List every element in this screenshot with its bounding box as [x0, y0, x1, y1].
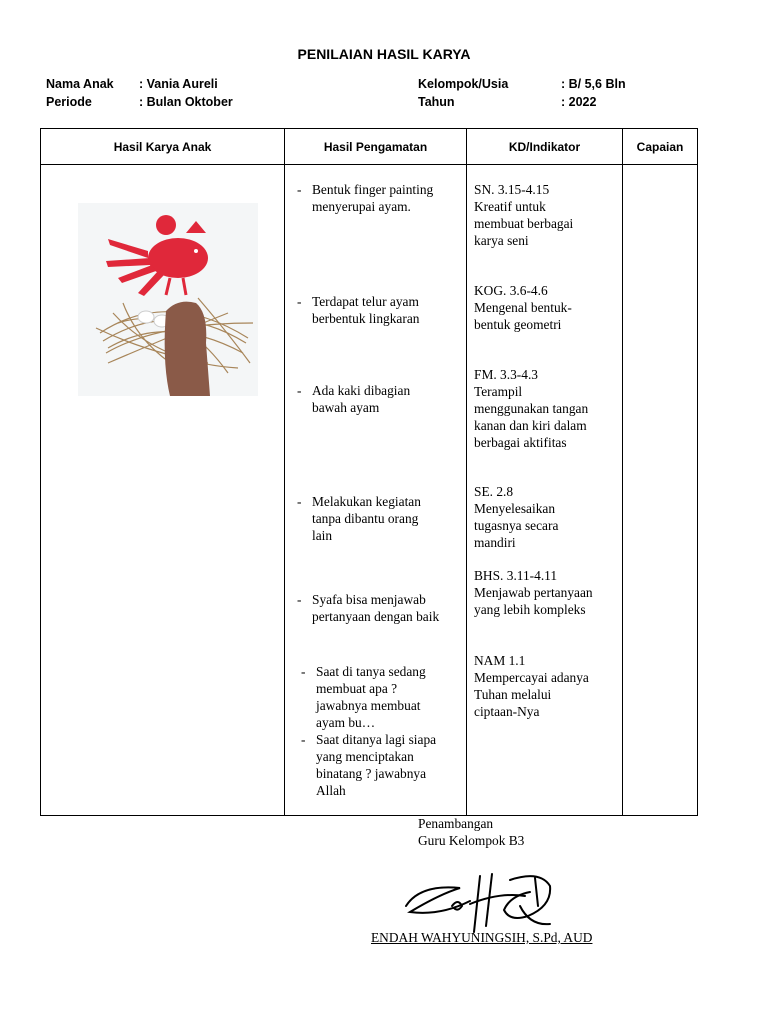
indicator-line: yang lebih kompleks — [474, 602, 586, 617]
year-value: : 2022 — [561, 95, 597, 109]
indicator-line: bentuk geometri — [474, 317, 562, 332]
group-label: Kelompok/Usia — [418, 77, 509, 91]
indicator-line: Tuhan melalui — [474, 687, 552, 702]
col-header-achievement: Capaian — [623, 129, 698, 165]
indicator-item — [474, 483, 614, 551]
observation-item — [297, 493, 467, 544]
observation-item — [297, 591, 467, 625]
bullet-dash: - — [297, 182, 302, 197]
indicator-line: berbagai aktifitas — [474, 435, 567, 450]
observation-line: tanpa dibantu orang — [312, 511, 419, 526]
observation-line: binatang ? jawabnya — [316, 766, 427, 781]
observation-line: Terdapat telur ayam — [312, 294, 419, 309]
bullet-dash: - — [301, 664, 306, 679]
observation-cell — [285, 165, 467, 816]
observation-item — [297, 382, 467, 416]
indicator-line: mandiri — [474, 535, 516, 550]
indicator-item — [474, 567, 614, 618]
bullet-dash: - — [297, 383, 302, 398]
group-value: : B/ 5,6 Bln — [561, 77, 626, 91]
indicator-code: BHS. 3.11-4.11 — [474, 568, 558, 583]
indicator-item — [474, 181, 614, 249]
achievement-cell — [623, 165, 698, 816]
indicator-line: tugasnya secara — [474, 518, 559, 533]
page-title: PENILAIAN HASIL KARYA — [297, 46, 471, 62]
teacher-signature — [400, 866, 560, 938]
observation-item — [301, 731, 471, 799]
teacher-name: ENDAH WAHYUNINGSIH, S.Pd, AUD — [371, 930, 593, 945]
indicator-item — [474, 282, 614, 333]
indicator-cell — [467, 165, 623, 816]
table-body-row — [41, 165, 698, 816]
indicator-line: Mempercayai adanya — [474, 670, 589, 685]
indicator-line: kanan dan kiri dalam — [474, 418, 587, 433]
bullet-dash: - — [297, 294, 302, 309]
observation-line: bawah ayam — [312, 400, 380, 415]
col-header-observation: Hasil Pengamatan — [285, 129, 467, 165]
period-label: Periode — [46, 95, 92, 109]
observation-line: berbentuk lingkaran — [312, 311, 420, 326]
observation-item — [297, 293, 467, 327]
observation-line: ayam bu… — [316, 715, 376, 730]
observation-line: membuat apa ? — [316, 681, 398, 696]
observation-line: Saat ditanya lagi siapa — [316, 732, 437, 747]
indicator-line: Mengenal bentuk- — [474, 300, 572, 315]
indicator-code: KOG. 3.6-4.6 — [474, 283, 548, 298]
year-label: Tahun — [418, 95, 455, 109]
observation-line: menyerupai ayam. — [312, 199, 411, 214]
observation-line: Melakukan kegiatan — [312, 494, 421, 509]
name-value: : Vania Aureli — [139, 77, 218, 91]
name-label: Nama Anak — [46, 77, 114, 91]
observation-item — [297, 181, 467, 215]
indicator-code: SN. 3.15-4.15 — [474, 182, 550, 197]
indicator-line: menggunakan tangan — [474, 401, 589, 416]
col-header-artwork: Hasil Karya Anak — [41, 129, 285, 165]
indicator-line: Menjawab pertanyaan — [474, 585, 593, 600]
indicator-line: karya seni — [474, 233, 529, 248]
table-header-row — [41, 129, 698, 165]
observation-line: Bentuk finger painting — [312, 182, 434, 197]
observation-line: pertanyaan dengan baik — [312, 609, 440, 624]
artwork-cell — [41, 165, 285, 816]
indicator-item — [474, 652, 614, 720]
col-header-indicator: KD/Indikator — [467, 129, 623, 165]
indicator-item — [474, 366, 614, 451]
observation-line: Saat di tanya sedang — [316, 664, 426, 679]
observation-line: lain — [312, 528, 333, 543]
observation-line: jawabnya membuat — [316, 698, 421, 713]
indicator-line: Menyelesaikan — [474, 501, 556, 516]
period-value: : Bulan Oktober — [139, 95, 233, 109]
signature-role: Guru Kelompok B3 — [418, 833, 525, 848]
indicator-code: FM. 3.3-4.3 — [474, 367, 538, 382]
observation-line: Syafa bisa menjawab — [312, 592, 426, 607]
bullet-dash: - — [301, 732, 306, 747]
signature-place: Penambangan — [418, 816, 494, 831]
indicator-line: membuat berbagai — [474, 216, 574, 231]
observation-line: Allah — [316, 783, 346, 798]
bullet-dash: - — [297, 494, 302, 509]
bullet-dash: - — [297, 592, 302, 607]
assessment-table — [40, 128, 698, 816]
observation-line: Ada kaki dibagian — [312, 383, 411, 398]
indicator-line: ciptaan-Nya — [474, 704, 540, 719]
indicator-code: NAM 1.1 — [474, 653, 526, 668]
artwork-photo — [78, 203, 258, 396]
indicator-line: Terampil — [474, 384, 523, 399]
observation-item — [301, 663, 471, 731]
indicator-code: SE. 2.8 — [474, 484, 514, 499]
indicator-line: Kreatif untuk — [474, 199, 546, 214]
observation-line: yang menciptakan — [316, 749, 414, 764]
